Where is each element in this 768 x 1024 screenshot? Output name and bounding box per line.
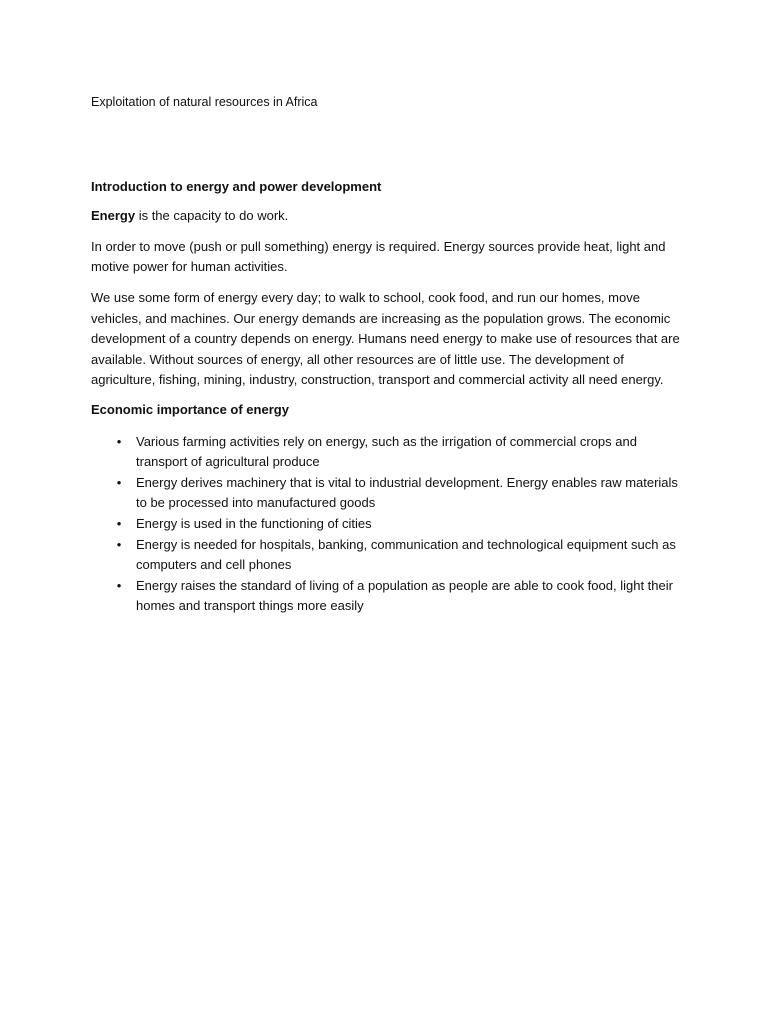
list-item <box>116 576 683 617</box>
list-item-text: Various farming activities rely on energy, such as the irrigation of commercial crops and transport of agricultural produce <box>136 433 637 470</box>
list-item-text: Energy is used in the functioning of cities <box>136 515 372 531</box>
bullet-icon: • <box>116 515 122 531</box>
importance-list <box>91 432 683 617</box>
body-paragraph: In order to move (push or pull something) energy is required. Energy sources provide heat, light and motive power for human activities. <box>91 238 666 275</box>
list-item-text: Energy raises the standard of living of a population as people are able to cook food, light their homes and transport things more easily <box>136 577 673 614</box>
body-paragraph: We use some form of energy every day; to walk to school, cook food, and run our homes, move vehicles, and machines. Our energy demands are increasing as the population grows. The economic development of a country depends on energy. Humans need energy to make use of resources that are available. Without sources of energy, all other resources are of little use. The development of agriculture, fishing, mining, industry, construction, transport and commercial activity all need energy. <box>91 289 680 388</box>
definition-text: is the capacity to do work. <box>135 208 289 224</box>
bullet-icon: • <box>116 474 122 490</box>
document-body <box>91 92 683 617</box>
list-item <box>116 535 683 576</box>
bullet-icon: • <box>116 577 122 593</box>
list-item-text: Energy derives machinery that is vital to industrial development. Energy enables raw materials to be processed into manufactured goods <box>136 474 678 511</box>
list-item <box>116 432 683 473</box>
importance-heading: Economic importance of energy <box>91 401 289 417</box>
list-item <box>116 514 683 535</box>
list-item-text: Energy is needed for hospitals, banking, communication and technological equipment such as computers and cell phones <box>136 536 676 573</box>
intro-heading: Introduction to energy and power development <box>91 178 382 194</box>
bullet-icon: • <box>116 433 122 449</box>
document-title: Exploitation of natural resources in Africa <box>91 95 318 109</box>
bullet-icon: • <box>116 536 122 552</box>
list-item <box>116 473 683 514</box>
definition-term: Energy <box>91 208 136 224</box>
definition-paragraph <box>91 206 683 227</box>
